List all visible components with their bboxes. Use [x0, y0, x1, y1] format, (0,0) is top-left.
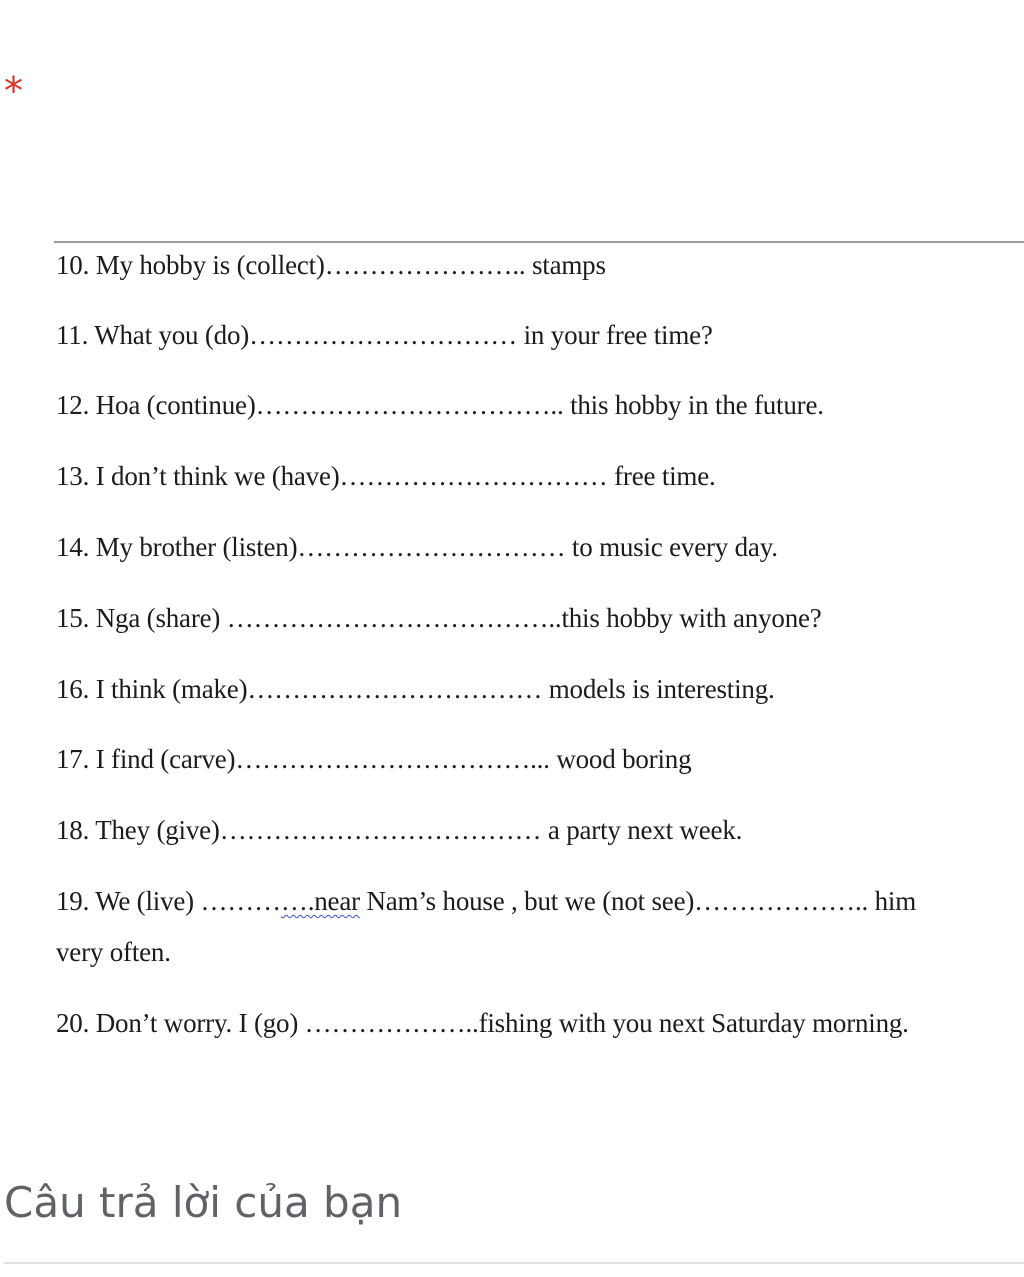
- item-text-after: this hobby with anyone?: [561, 603, 822, 633]
- item-text-before: I don’t think we (have)…………………………: [95, 461, 608, 491]
- item-text-before: Don’t worry. I (go) ………………..: [95, 1008, 479, 1038]
- item-number: 18.: [56, 815, 90, 845]
- exercise-item-18: [56, 817, 742, 844]
- answer-placeholder-label[interactable]: Câu trả lời của bạn: [4, 1178, 403, 1227]
- item-text-after: wood boring: [549, 744, 692, 774]
- item-number: 15.: [56, 603, 90, 633]
- exercise-item-19: [56, 888, 916, 915]
- item-number: 10.: [56, 250, 90, 280]
- item-text-after: this hobby in the future.: [563, 390, 824, 420]
- item-text-after: stamps: [525, 250, 606, 280]
- exercise-item-16: [56, 676, 775, 703]
- item-number: 14.: [56, 532, 90, 562]
- item-text-before: My hobby is (collect)…………………..: [95, 250, 526, 280]
- image-top-rule: [54, 241, 1024, 243]
- item-text-after: Nam’s house , but we (not see)……………….. him: [359, 886, 917, 916]
- exercise-item-13: [56, 463, 716, 490]
- item-text-after: a party next week.: [541, 815, 743, 845]
- exercise-item-11: [56, 322, 713, 349]
- item-number: 20.: [56, 1008, 90, 1038]
- item-text-underlined: ….near: [280, 886, 360, 916]
- exercise-item-19-continuation: very often.: [56, 937, 171, 967]
- item-text-after: in your free time?: [517, 320, 713, 350]
- required-asterisk: *: [4, 69, 23, 113]
- item-text-before: I think (make)……………………………: [95, 674, 543, 704]
- item-text-before: They (give)………………………………: [95, 815, 542, 845]
- item-number: 16.: [56, 674, 90, 704]
- exercise-item-12: [56, 392, 824, 419]
- exercise-item-10: [56, 252, 606, 279]
- item-text-before: Nga (share) ………………………………..: [95, 603, 562, 633]
- item-number: 11.: [56, 320, 89, 350]
- item-number: 17.: [56, 744, 90, 774]
- exercise-item-14: [56, 534, 778, 561]
- item-number: 13.: [56, 461, 90, 491]
- item-text-before: Hoa (continue)……………………………..: [95, 390, 564, 420]
- item-text-before: We (live) ………: [95, 886, 281, 916]
- answer-input-underline[interactable]: [4, 1248, 1024, 1264]
- exercise-item-20: [56, 1010, 909, 1037]
- exercise-item-15: [56, 605, 822, 632]
- item-number: 19.: [56, 886, 90, 916]
- item-text-after: fishing with you next Saturday morning.: [478, 1008, 909, 1038]
- item-text-after: to music every day.: [565, 532, 778, 562]
- item-text-before: My brother (listen)…………………………: [95, 532, 566, 562]
- item-number: 12.: [56, 390, 90, 420]
- item-text-after: free time.: [607, 461, 716, 491]
- item-text-before: I find (carve)……………………………...: [95, 744, 550, 774]
- exercise-item-17: [56, 746, 691, 773]
- item-text-before: What you (do)…………………………: [94, 320, 518, 350]
- item-text-after: models is interesting.: [542, 674, 775, 704]
